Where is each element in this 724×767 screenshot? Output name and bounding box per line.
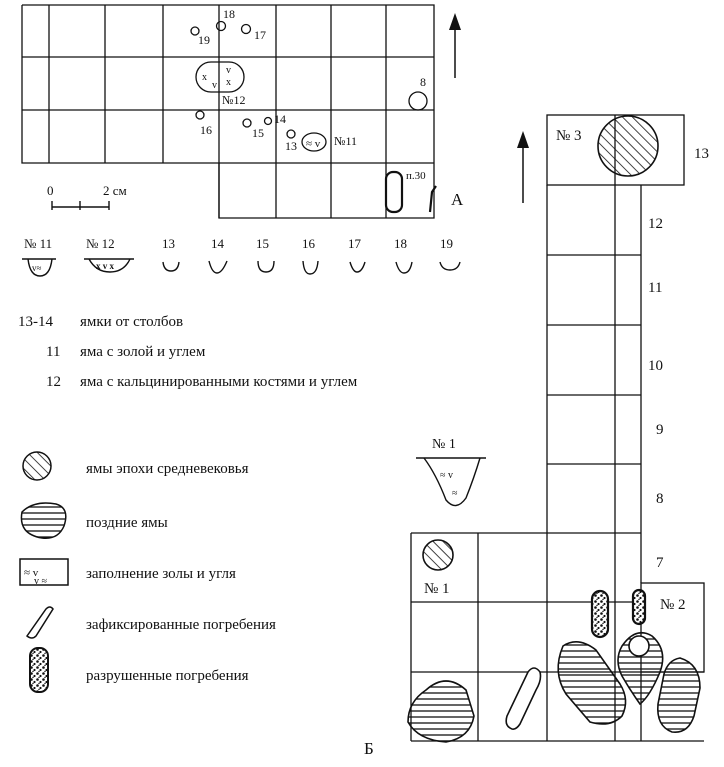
profile-label-12: № 12 <box>86 236 115 251</box>
label-13: 13 <box>285 139 297 153</box>
posthole-16 <box>196 111 204 119</box>
profile-label-17: 17 <box>348 236 361 251</box>
label-14: 14 <box>274 112 286 126</box>
late-pit-a <box>408 681 474 742</box>
legend-ash-fill: заполнение золы и угля <box>86 566 236 582</box>
label-19: 19 <box>198 33 210 47</box>
svg-text:v: v <box>212 80 217 91</box>
pit-2-label: № 2 <box>660 597 686 613</box>
plan-b-letter: Б <box>364 739 374 758</box>
section-profile-label: № 1 <box>432 437 456 452</box>
profile-19 <box>440 262 460 270</box>
legend-num-13-14: 13-14 <box>18 314 53 330</box>
svg-text:v: v <box>226 65 231 76</box>
pit-8 <box>409 92 427 110</box>
profile-label-19: 19 <box>440 236 453 251</box>
plan-a <box>22 5 436 218</box>
row-number-8: 8 <box>656 491 664 507</box>
row-number-12: 12 <box>648 216 663 232</box>
profile-label-14: 14 <box>211 236 224 251</box>
ash-fill-symbols-2: v ≈ <box>34 576 47 587</box>
profile-11-fill: v≈ <box>32 263 42 273</box>
burial-outline-a2 <box>430 186 436 212</box>
svg-text:x: x <box>202 72 207 83</box>
plan-a-outline <box>22 5 434 218</box>
plan-a-labels <box>198 7 426 182</box>
profile-18 <box>396 262 412 273</box>
row-number-7: 7 <box>656 555 664 571</box>
posthole-14 <box>265 118 272 125</box>
pit-12-fill-symbols <box>202 65 231 91</box>
profile-label-13: 13 <box>162 236 175 251</box>
row-number-13: 13 <box>694 146 709 162</box>
pit-3-label: № 3 <box>556 128 582 144</box>
destroyed-burial-2 <box>633 590 645 624</box>
profile-label-18: 18 <box>394 236 407 251</box>
posthole-17 <box>242 25 251 34</box>
medieval-pit-symbol <box>23 452 51 480</box>
legend-num-11: 11 <box>46 344 61 360</box>
profile-label-16: 16 <box>302 236 315 251</box>
label-17: 17 <box>254 28 266 42</box>
row-number-10: 10 <box>648 358 663 374</box>
section-profile-1 <box>416 458 486 506</box>
legend-late-pits: поздние ямы <box>86 515 168 531</box>
label-pit-11: №11 <box>334 134 358 148</box>
label-16: 16 <box>200 123 212 137</box>
legend-recorded-burials: зафиксированные погребения <box>86 617 276 633</box>
section-profile-fill: ≈ v <box>440 470 453 481</box>
profile-sections <box>22 259 460 276</box>
label-8: 8 <box>420 75 426 89</box>
destroyed-burial-1 <box>592 591 608 637</box>
pit-1-label: № 1 <box>424 581 450 597</box>
profile-16 <box>303 261 318 274</box>
plan-b-labels <box>424 128 709 613</box>
pit-11-fill-symbols: ≈ v <box>306 138 321 150</box>
label-square-30: п.30 <box>406 170 426 182</box>
legend-text <box>18 314 358 390</box>
posthole-18 <box>217 22 226 31</box>
legend-destroyed-burials: разрушенные погребения <box>86 668 249 684</box>
medieval-pit-3 <box>598 116 658 176</box>
legend-text-12: яма с кальцинированными костями и углем <box>80 374 358 390</box>
scale-zero: 0 <box>47 183 54 198</box>
burial-outline-a1 <box>386 172 402 212</box>
posthole-13 <box>287 130 295 138</box>
profile-label-15: 15 <box>256 236 269 251</box>
svg-text:x: x <box>226 77 231 88</box>
scale-bar <box>52 201 109 210</box>
row-number-9: 9 <box>656 422 664 438</box>
label-18: 18 <box>223 7 235 21</box>
row-number-11: 11 <box>648 280 663 296</box>
label-15: 15 <box>252 126 264 140</box>
label-pit-12: №12 <box>222 93 246 107</box>
late-pit-d <box>658 658 700 732</box>
section-profile-fill-2: ≈ <box>452 488 458 499</box>
profile-labels <box>24 236 453 251</box>
legend-text-11: яма с золой и углем <box>80 344 206 360</box>
destroyed-burial-symbol <box>30 648 48 692</box>
plan-a-letter: А <box>451 190 464 209</box>
recorded-burial-b <box>506 668 540 729</box>
late-pit-symbol <box>21 503 65 538</box>
profile-15 <box>258 261 274 272</box>
recorded-burial-symbol <box>27 607 53 638</box>
medieval-pit-1 <box>423 540 453 570</box>
profile-14 <box>209 261 227 273</box>
legend-text-13-14: ямки от столбов <box>80 314 184 330</box>
profile-12-fill: x v x <box>96 261 114 271</box>
legend-medieval-pits: ямы эпохи средневековья <box>86 461 249 477</box>
scale-two-cm: 2 см <box>103 183 127 198</box>
legend-num-12: 12 <box>46 374 61 390</box>
pit-ring <box>629 636 649 656</box>
profile-17 <box>350 262 365 272</box>
profile-13 <box>163 262 179 271</box>
posthole-15 <box>243 119 251 127</box>
profile-label-11: № 11 <box>24 236 53 251</box>
ash-fill-symbols: ≈ v <box>24 567 39 579</box>
north-arrow-a <box>449 13 461 78</box>
legend-symbol-labels <box>86 461 276 684</box>
north-arrow-b <box>517 131 529 203</box>
